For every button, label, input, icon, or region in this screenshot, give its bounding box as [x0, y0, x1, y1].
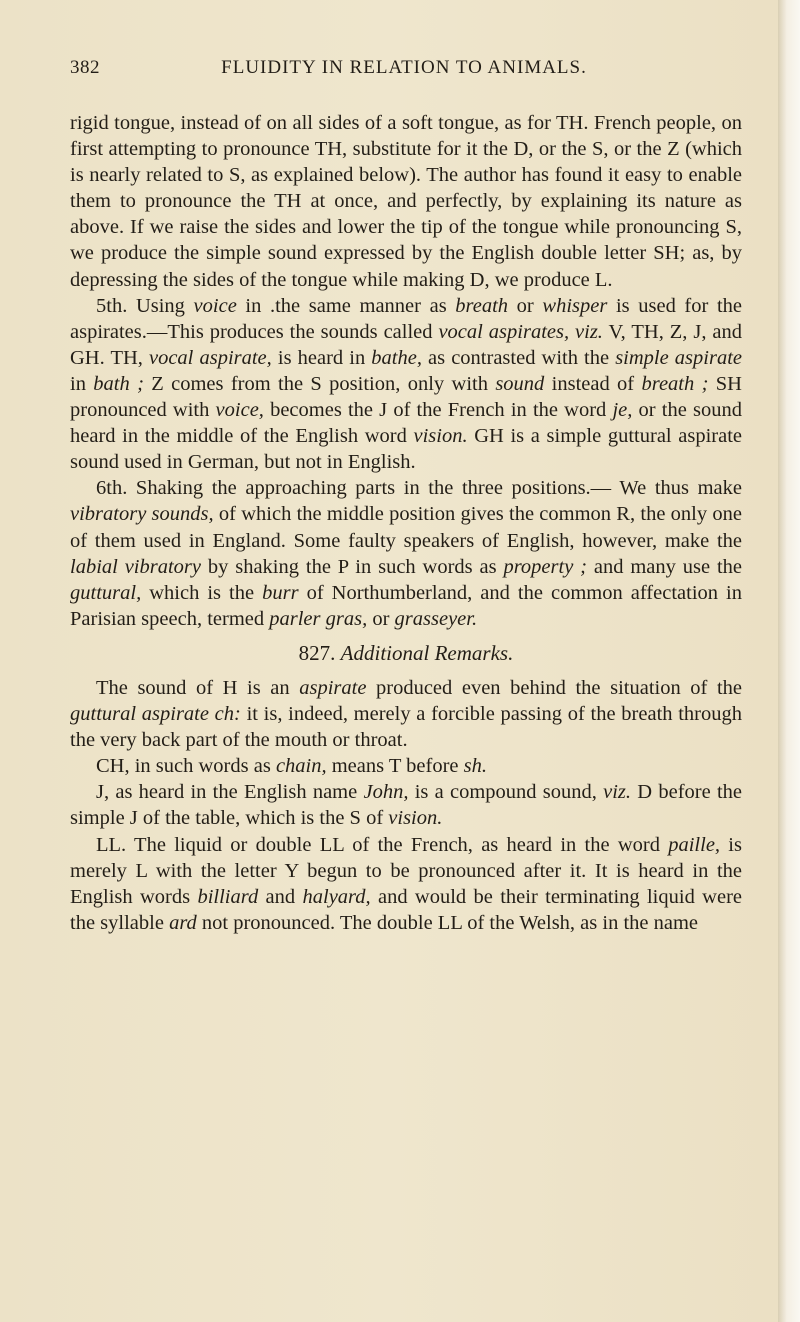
text-run: is heard in — [271, 346, 372, 369]
italic-text: halyard, — [302, 885, 371, 908]
text-block-1 — [70, 110, 742, 632]
italic-text: paille, — [668, 833, 721, 856]
italic-text: burr — [262, 581, 299, 604]
section-title: Additional Remarks. — [340, 640, 514, 665]
italic-text: John, — [363, 781, 409, 804]
text-run: becomes the J of the French in the word — [263, 399, 613, 422]
text-run: as contrasted with the — [421, 346, 616, 369]
text-run: GH is a simple guttural aspirate sound used in German, but not in English. — [70, 425, 742, 474]
italic-text: sh. — [463, 755, 487, 778]
text-run: of which the middle position gives the common R, the only one of them used in England. Some faulty speakers of English, however, make the — [70, 503, 742, 552]
section-heading — [70, 640, 742, 666]
text-run: LL. The liquid or double LL of the French, as heard in the word — [96, 833, 669, 856]
text-run: The sound of H is an — [96, 676, 300, 699]
text-run: SH pronounced with — [70, 372, 742, 422]
text-run: 5th. Using — [96, 294, 194, 317]
italic-text: ard — [169, 911, 197, 934]
text-run: not pronounced. The double LL of the Welsh, as in the name — [196, 911, 699, 934]
italic-text: aspirate — [299, 676, 367, 699]
italic-text: simple aspirate — [615, 346, 742, 369]
page-edge — [778, 0, 800, 1322]
section-number: 827. — [298, 640, 336, 665]
paragraph — [70, 475, 742, 632]
italic-text: parler gras, — [269, 607, 368, 630]
text-run: or — [508, 294, 543, 317]
italic-text: breath — [455, 294, 509, 317]
italic-text: bathe, — [371, 346, 422, 369]
text-run: and many use the — [587, 555, 742, 578]
text-run: in .the same manner as — [236, 294, 456, 317]
text-run: means T before — [326, 755, 464, 778]
text-run: and — [258, 885, 303, 908]
italic-text: guttural aspirate ch: — [70, 703, 241, 726]
text-run: 6th. Shaking the approaching parts in the three positions.— We thus make — [96, 477, 742, 500]
page-header — [70, 57, 738, 83]
text-run: instead of — [544, 372, 642, 395]
text-run: Z comes from the S position, only with — [143, 372, 496, 395]
text-run: or the sound heard in the middle of the English word — [70, 399, 742, 448]
text-run: D before the simple J of the table, which is the S of — [70, 781, 742, 830]
italic-text: labial vibratory — [70, 555, 201, 578]
italic-text: grasseyer. — [394, 607, 478, 630]
text-run: V, TH, Z, J, and GH. TH, — [70, 320, 742, 369]
italic-text: sound — [495, 372, 545, 395]
text-block-2 — [70, 675, 742, 936]
paragraph — [70, 110, 742, 293]
italic-text: vision. — [388, 807, 443, 830]
text-run: by shaking the P in such words as — [201, 555, 504, 578]
text-run: CH, in such words as — [96, 755, 276, 778]
text-run: it is, indeed, merely a forcible passing of the breath through the very back part of the mouth or throat. — [70, 703, 743, 752]
italic-text: bath ; — [93, 372, 144, 395]
paragraph — [70, 293, 742, 476]
text-run: of Northumberland, and the common affectation in Parisian speech, termed — [70, 581, 742, 630]
italic-text: whisper — [542, 294, 608, 317]
text-run: produced even behind the situation of the — [366, 676, 742, 699]
paragraph — [70, 675, 742, 753]
italic-text: je, — [612, 399, 633, 422]
paragraph — [70, 779, 742, 831]
italic-text: vocal aspirates, viz. — [438, 320, 603, 343]
italic-text: voice, — [215, 399, 264, 422]
italic-text: vocal aspirate, — [148, 346, 272, 369]
italic-text: billiard — [197, 885, 259, 908]
italic-text: voice — [193, 294, 237, 317]
text-run: is a compound sound, — [408, 781, 604, 804]
text-run: rigid tongue, instead of on all sides of a soft tongue, as for TH. French people, on first attempting to pronounce TH, substitute for it the D, or the S, or the Z (which is nearly related to S, as explained below). The author has found it easy to enable them to pronounce the TH at once, and perfectly, by explaining its nature as above. If we raise the sides and lower the tip of the tongue while pronouncing S, we produce the simple sound expressed by the English double letter SH; as, by depressing the sides of the tongue while making D, we produce L. — [70, 112, 742, 291]
text-run: in — [70, 372, 94, 395]
italic-text: viz. — [603, 781, 632, 804]
text-run: is merely L with the letter Y begun to be pronounced after it. It is heard in the English words — [70, 833, 742, 908]
page-number: 382 — [70, 57, 100, 78]
running-title: FLUIDITY IN RELATION TO ANIMALS. — [221, 57, 587, 78]
text-run: and would be their terminating liquid were the syllable — [70, 885, 742, 934]
italic-text: property ; — [503, 555, 588, 578]
italic-text: chain, — [275, 755, 327, 778]
body-text — [70, 110, 742, 936]
italic-text: breath ; — [641, 372, 709, 395]
text-run: is used for the aspirates.—This produces the sounds called — [70, 294, 742, 343]
text-run: J, as heard in the English name — [96, 781, 364, 804]
text-run: or — [367, 607, 395, 630]
italic-text: vibratory sounds, — [70, 503, 214, 526]
paragraph — [70, 753, 742, 779]
italic-text: vision. — [413, 425, 468, 448]
paragraph — [70, 832, 742, 936]
italic-text: guttural, — [70, 581, 142, 604]
text-run: which is the — [141, 581, 263, 604]
